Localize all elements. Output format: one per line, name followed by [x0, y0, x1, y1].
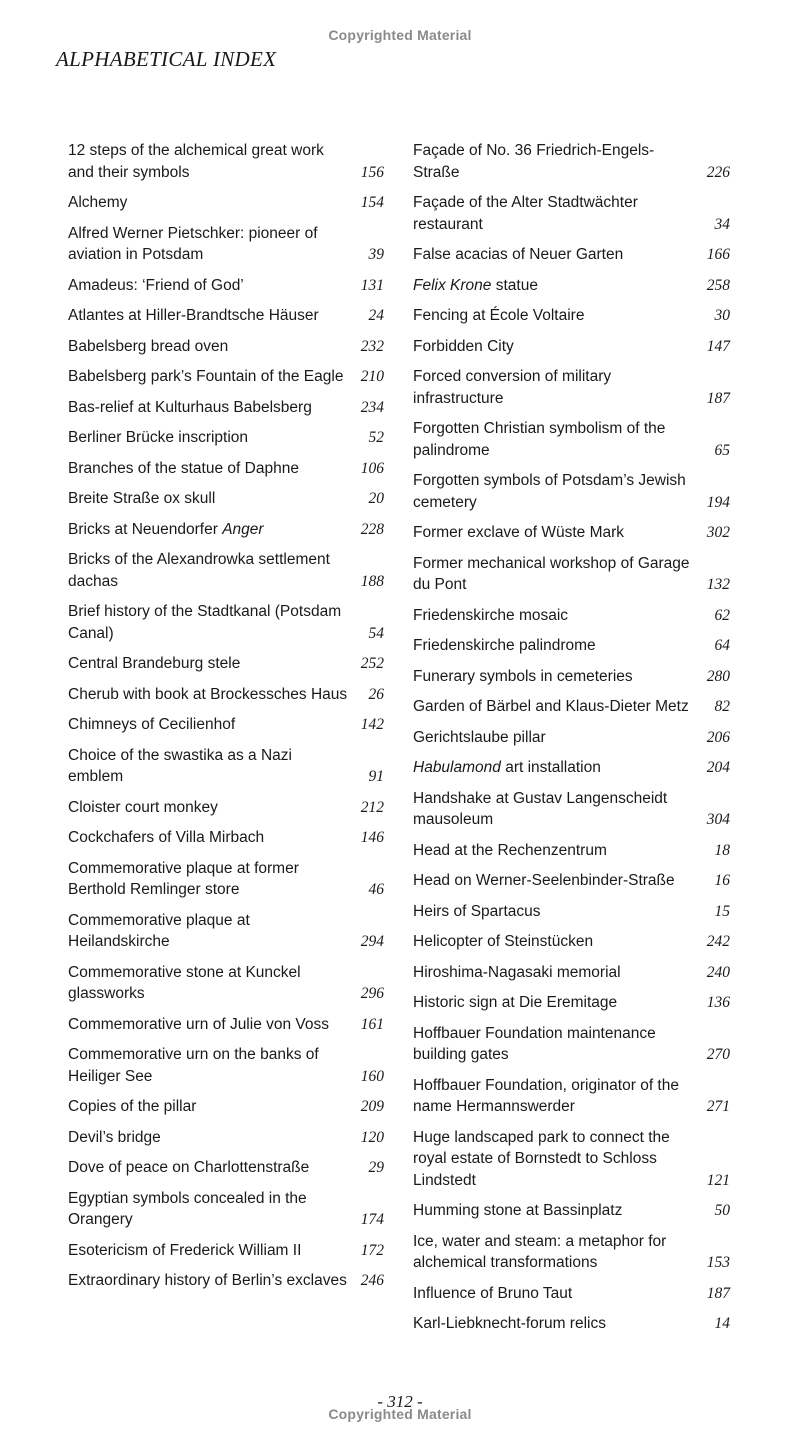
index-entry-text — [68, 827, 356, 849]
index-entry-text-part: Former exclave of Wüste Mark — [413, 524, 625, 541]
index-entry-text — [68, 519, 356, 541]
index-entry-page: 146 — [360, 829, 384, 846]
index-entry-page: 302 — [706, 524, 730, 541]
index-entry-text-part: Gerichtslaube pillar — [413, 728, 546, 746]
index-entry — [68, 858, 384, 901]
index-entry — [413, 244, 730, 266]
index-entry-text — [413, 962, 702, 984]
index-entry-text — [68, 1014, 356, 1036]
copyright-watermark-top: Copyrighted Material — [328, 27, 472, 43]
index-entry — [413, 635, 730, 657]
index-entry — [413, 1023, 730, 1066]
index-entry-text-part: Cherub with book at Brockessches Haus — [68, 685, 348, 703]
index-entry-text — [68, 745, 356, 788]
index-entry — [68, 910, 384, 953]
index-entry-text — [68, 1157, 356, 1179]
index-entry-page: 304 — [706, 811, 730, 828]
index-entry-page: 120 — [360, 1128, 384, 1146]
index-entry-text-part: Choice of the swastika as a Nazi emblem — [68, 746, 292, 785]
index-entry-text — [413, 1075, 702, 1118]
index-entry-page: 91 — [368, 768, 384, 785]
index-entry-text-part: Bas-relief at Kulturhaus Babelsberg — [68, 398, 312, 416]
index-entry-page: 54 — [368, 624, 384, 642]
index-entry-text-part: Friedenskirche palindrome — [413, 637, 596, 654]
index-entry-text — [413, 305, 702, 327]
index-entry — [413, 840, 730, 862]
index-entry-text — [413, 1283, 702, 1305]
index-entry-text — [68, 684, 356, 706]
index-entry-text-part: Devil’s bridge — [68, 1128, 161, 1146]
index-entry — [413, 962, 730, 984]
index-entry-text-part: Hiroshima-Nagasaki memorial — [413, 963, 621, 981]
index-entry-text — [68, 653, 356, 675]
index-entry — [413, 666, 730, 688]
index-entry-text — [413, 901, 702, 923]
index-entry-page: 187 — [706, 389, 730, 407]
index-entry — [413, 1075, 730, 1118]
index-entry-page: 136 — [706, 994, 730, 1011]
index-entry-text — [413, 1127, 702, 1192]
index-entry — [68, 962, 384, 1005]
index-entry-text — [413, 244, 702, 266]
index-entry — [413, 696, 730, 718]
index-entry — [413, 553, 730, 596]
index-entry — [68, 797, 384, 819]
index-entry-text-part: art installation — [500, 759, 601, 776]
index-entry-page: 209 — [360, 1098, 384, 1115]
index-entry-text-part: Façade of No. 36 Friedrich-Engels-Straße — [413, 142, 655, 181]
page-number: - 312 - — [377, 1392, 423, 1411]
index-entry-text — [413, 366, 702, 409]
index-entry — [68, 140, 384, 183]
index-entry-text — [68, 275, 356, 297]
index-entry-text — [68, 140, 356, 183]
index-entry — [413, 336, 730, 358]
index-entry-text — [68, 336, 356, 358]
index-entry — [413, 192, 730, 235]
index-entry-text-part: Bricks at Neuendorfer — [68, 520, 223, 538]
index-entry-text — [413, 931, 702, 953]
index-entry-page: 50 — [714, 1202, 730, 1219]
index-entry-text-part: Head at the Rechenzentrum — [413, 841, 607, 859]
index-entry — [413, 901, 730, 923]
index-entry — [68, 366, 384, 388]
index-entry-text — [413, 336, 702, 358]
index-entry-page: 82 — [714, 698, 730, 715]
index-entry-page: 166 — [706, 246, 730, 263]
index-entry-page: 234 — [360, 398, 384, 416]
index-entry-page: 154 — [360, 194, 384, 211]
index-entry — [68, 549, 384, 592]
index-entry-page: 258 — [706, 276, 730, 294]
index-entry-page: 172 — [360, 1241, 384, 1259]
index-entry-text-part: Fencing at École Voltaire — [413, 307, 585, 324]
index-entry-text-part: Atlantes at Hiller-Brandtsche Häuser — [68, 307, 319, 324]
index-entry-page: 46 — [368, 881, 384, 898]
index-entry — [68, 1127, 384, 1149]
index-entry — [413, 992, 730, 1014]
index-entry-page: 24 — [368, 307, 384, 324]
index-entry-text-part: Helicopter of Steinstücken — [413, 933, 594, 950]
index-entry — [68, 1157, 384, 1179]
index-entry — [68, 1240, 384, 1262]
index-entry-page: 242 — [706, 933, 730, 950]
index-entry-page: 153 — [706, 1254, 730, 1271]
index-entry-page: 294 — [360, 933, 384, 950]
index-entry — [68, 519, 384, 541]
index-entry-text-part: Alchemy — [68, 194, 128, 211]
index-entry-page: 39 — [368, 246, 384, 263]
index-entry-page: 226 — [706, 163, 730, 181]
index-entry-text — [413, 522, 702, 544]
index-entry-page: 232 — [360, 337, 384, 355]
index-entry-text — [413, 140, 702, 183]
index-entry — [68, 336, 384, 358]
index-entry-text — [413, 418, 702, 461]
index-entry-page: 26 — [368, 685, 384, 703]
index-entry-text-part: Commemorative urn of Julie von Voss — [68, 1015, 330, 1033]
index-entry-text — [68, 1188, 356, 1231]
index-entry — [68, 275, 384, 297]
index-entry — [413, 605, 730, 627]
index-entry-page: 296 — [360, 985, 384, 1002]
index-entry — [68, 488, 384, 510]
index-entry — [413, 788, 730, 831]
index-entry — [413, 275, 730, 297]
index-entry — [413, 1313, 730, 1335]
index-entry-text-part: Historic sign at Die Eremitage — [413, 994, 618, 1011]
index-entry-text-part: Amadeus: ‘Friend of God’ — [68, 276, 244, 294]
index-entry-text — [68, 1270, 356, 1292]
index-entry-text-part: Humming stone at Bassinplatz — [413, 1202, 623, 1219]
index-entry-page: 240 — [706, 963, 730, 981]
index-entry-text-part: Copies of the pillar — [68, 1098, 197, 1115]
index-entry-text — [68, 797, 356, 819]
index-entry-page: 14 — [714, 1315, 730, 1332]
index-entry-text-part: Forbidden City — [413, 337, 514, 355]
index-entry-page: 16 — [714, 872, 730, 889]
index-entry-text-part: Cloister court monkey — [68, 798, 218, 816]
index-entry-text-part: Commemorative urn on the banks of Heiliger See — [68, 1046, 319, 1085]
index-entry — [413, 1127, 730, 1192]
index-entry-page: 270 — [706, 1046, 730, 1063]
index-entry — [68, 305, 384, 327]
index-entry-text — [413, 1023, 702, 1066]
index-entry-page: 15 — [714, 902, 730, 920]
index-entry-text — [413, 1231, 702, 1274]
index-entry — [413, 522, 730, 544]
index-entry — [413, 870, 730, 892]
index-entry-text — [68, 1240, 356, 1262]
page-title: ALPHABETICAL INDEX — [56, 47, 277, 71]
index-entry-page: 212 — [360, 798, 384, 816]
index-entry-text-part: Karl-Liebknecht-forum relics — [413, 1315, 606, 1332]
index-entry — [68, 1096, 384, 1118]
index-entry — [413, 1283, 730, 1305]
index-column-left — [68, 140, 384, 1301]
index-entry-text-part: Bricks of the Alexandrowka settlement dachas — [68, 551, 330, 590]
index-entry — [68, 601, 384, 644]
index-entry-text — [413, 727, 702, 749]
index-entry-text-part: Friedenskirche mosaic — [413, 606, 569, 624]
index-entry-text — [68, 910, 356, 953]
index-entry-text-part: Breite Straße ox skull — [68, 490, 216, 507]
index-entry — [68, 745, 384, 788]
index-entry — [413, 1200, 730, 1222]
index-entry-page: 271 — [706, 1098, 730, 1115]
index-entry-page: 204 — [706, 759, 730, 776]
index-entry-text-part: Garden of Bärbel and Klaus-Dieter Metz — [413, 698, 689, 715]
index-entry-text — [413, 635, 702, 657]
index-entry-text — [68, 488, 356, 510]
index-entry-italic-part: Felix Krone — [413, 276, 492, 294]
index-entry — [68, 684, 384, 706]
index-entry-text — [68, 714, 356, 736]
index-entry-text-part: Head on Werner-Seelenbinder-Straße — [413, 872, 675, 889]
index-entry-text — [68, 192, 356, 214]
index-entry-page: 64 — [714, 637, 730, 654]
index-entry-text — [68, 549, 356, 592]
index-entry-text — [68, 1044, 356, 1087]
index-entry-text-part: False acacias of Neuer Garten — [413, 246, 624, 263]
index-entry-text-part: Forgotten Christian symbolism of the palindrome — [413, 420, 666, 459]
index-entry-text-part: Forgotten symbols of Potsdam’s Jewish cemetery — [413, 472, 686, 511]
index-entry-text-part: Berliner Brücke inscription — [68, 429, 249, 446]
index-entry — [413, 366, 730, 409]
index-entry-page: 62 — [714, 606, 730, 624]
index-entry-text — [413, 605, 702, 627]
index-entry-text-part: Forced conversion of military infrastructure — [413, 368, 612, 407]
index-entry-text — [68, 366, 356, 388]
index-column-right — [413, 140, 730, 1344]
index-entry-text-part: Hoffbauer Foundation maintenance building gates — [413, 1024, 656, 1063]
index-entry-text — [413, 275, 702, 297]
index-entry-page: 20 — [368, 490, 384, 507]
index-entry-page: 280 — [706, 667, 730, 685]
index-entry-page: 246 — [360, 1272, 384, 1289]
index-entry — [68, 714, 384, 736]
index-entry-text-part: Egyptian symbols concealed in the Orangery — [68, 1189, 307, 1228]
index-entry-text-part: Branches of the statue of Daphne — [68, 459, 299, 477]
index-entry — [68, 1014, 384, 1036]
index-entry — [68, 827, 384, 849]
index-entry-page: 228 — [360, 520, 384, 538]
index-entry — [413, 140, 730, 183]
index-entry-page: 106 — [360, 459, 384, 477]
index-entry-page: 206 — [706, 728, 730, 746]
index-entry — [68, 397, 384, 419]
index-entry-text-part: Babelsberg park’s Fountain of the Eagle — [68, 368, 344, 385]
index-entry-text — [68, 1127, 356, 1149]
index-entry-page: 174 — [360, 1211, 384, 1228]
index-entry-text-part: Chimneys of Cecilienhof — [68, 716, 236, 733]
index-entry-text — [413, 192, 702, 235]
index-entry-page: 187 — [706, 1284, 730, 1302]
index-entry — [413, 757, 730, 779]
index-entry-text — [413, 1200, 702, 1222]
index-entry-text — [413, 470, 702, 513]
index-entry — [68, 653, 384, 675]
index-entry-text-part: Handshake at Gustav Langenscheidt mausoleum — [413, 789, 668, 828]
index-entry — [68, 458, 384, 480]
index-entry-text-part: Babelsberg bread oven — [68, 337, 229, 355]
index-entry — [413, 470, 730, 513]
index-entry-text — [68, 962, 356, 1005]
index-entry-text-part: Funerary symbols in cemeteries — [413, 667, 633, 685]
index-entry-text-part: statue — [491, 276, 538, 294]
index-entry-page: 65 — [714, 441, 730, 459]
index-entry-page: 161 — [360, 1015, 384, 1033]
index-entry-page: 142 — [360, 716, 384, 733]
index-entry — [68, 1188, 384, 1231]
index-entry-page: 29 — [368, 1159, 384, 1176]
index-entry-page: 252 — [360, 655, 384, 672]
index-entry-page: 34 — [714, 215, 730, 233]
index-entry-text-part: Cockchafers of Villa Mirbach — [68, 829, 265, 846]
index-entry — [68, 1044, 384, 1087]
index-entry-text-part: Extraordinary history of Berlin’s exclaves — [68, 1272, 347, 1289]
index-entry-page: 18 — [714, 841, 730, 859]
index-entry — [413, 1231, 730, 1274]
index-entry-page: 121 — [706, 1171, 730, 1189]
index-entry-text-part: Commemorative plaque at former Berthold Remlinger store — [68, 859, 299, 898]
index-entry-text — [68, 223, 356, 266]
index-entry-text-part: Heirs of Spartacus — [413, 902, 541, 920]
index-entry-text-part: Façade of the Alter Stadtwächter restaurant — [413, 194, 638, 233]
index-entry-text-part: 12 steps of the alchemical great work and their symbols — [68, 142, 324, 181]
index-entry-page: 132 — [706, 576, 730, 593]
index-entry-text-part: Alfred Werner Pietschker: pioneer of aviation in Potsdam — [68, 224, 318, 263]
index-entry-text-part: Hoffbauer Foundation, originator of the name Hermannswerder — [413, 1076, 679, 1115]
index-entry-italic-part: Anger — [222, 520, 264, 538]
index-entry — [68, 1270, 384, 1292]
index-entry-text — [413, 696, 702, 718]
index-entry-text — [68, 858, 356, 901]
index-entry — [68, 223, 384, 266]
index-entry-text — [413, 553, 702, 596]
index-entry-text-part: Ice, water and steam: a metaphor for alchemical transformations — [413, 1232, 667, 1271]
index-entry — [413, 931, 730, 953]
copyright-watermark-bottom: Copyrighted Material — [328, 1406, 472, 1422]
index-entry-text-part: Huge landscaped park to connect the royal estate of Bornstedt to Schloss Lindstedt — [413, 1128, 670, 1189]
index-entry-text — [68, 1096, 356, 1118]
index-entry-text — [68, 601, 356, 644]
index-entry-text — [413, 870, 702, 892]
index-entry-text-part: Commemorative plaque at Heilandskirche — [68, 911, 250, 950]
index-entry-text — [68, 397, 356, 419]
index-entry-text — [413, 788, 702, 831]
index-entry-text-part: Influence of Bruno Taut — [413, 1284, 573, 1302]
index-entry-text — [413, 666, 702, 688]
index-entry-text-part: Esotericism of Frederick William II — [68, 1241, 302, 1259]
index-entry — [413, 727, 730, 749]
index-entry-text — [413, 992, 702, 1014]
index-entry-text — [413, 1313, 702, 1335]
index-entry-page: 156 — [360, 163, 384, 181]
index-entry-page: 147 — [706, 337, 730, 355]
index-entry — [413, 305, 730, 327]
index-entry-page: 210 — [360, 368, 384, 385]
index-entry-text — [413, 840, 702, 862]
index-entry-text-part: Former mechanical workshop of Garage du Pont — [413, 554, 690, 593]
index-entry-page: 188 — [360, 572, 384, 590]
index-entry — [68, 192, 384, 214]
index-entry-text-part: Brief history of the Stadtkanal (Potsdam Canal) — [68, 603, 342, 642]
index-entry-text — [413, 757, 702, 779]
index-entry-italic-part: Habulamond — [413, 759, 501, 776]
index-entry-text — [68, 458, 356, 480]
index-entry-text-part: Dove of peace on Charlottenstraße — [68, 1159, 310, 1176]
index-entry-text — [68, 427, 356, 449]
index-entry — [68, 427, 384, 449]
index-entry-text-part: Commemorative stone at Kunckel glassworks — [68, 963, 301, 1002]
index-entry-text — [68, 305, 356, 327]
index-entry-page: 194 — [706, 493, 730, 511]
index-entry-page: 160 — [360, 1067, 384, 1085]
index-entry — [413, 418, 730, 461]
index-entry-page: 52 — [368, 429, 384, 446]
index-entry-page: 30 — [714, 307, 730, 324]
index-entry-page: 131 — [360, 276, 384, 294]
index-entry-text-part: Central Brandeburg stele — [68, 655, 241, 672]
